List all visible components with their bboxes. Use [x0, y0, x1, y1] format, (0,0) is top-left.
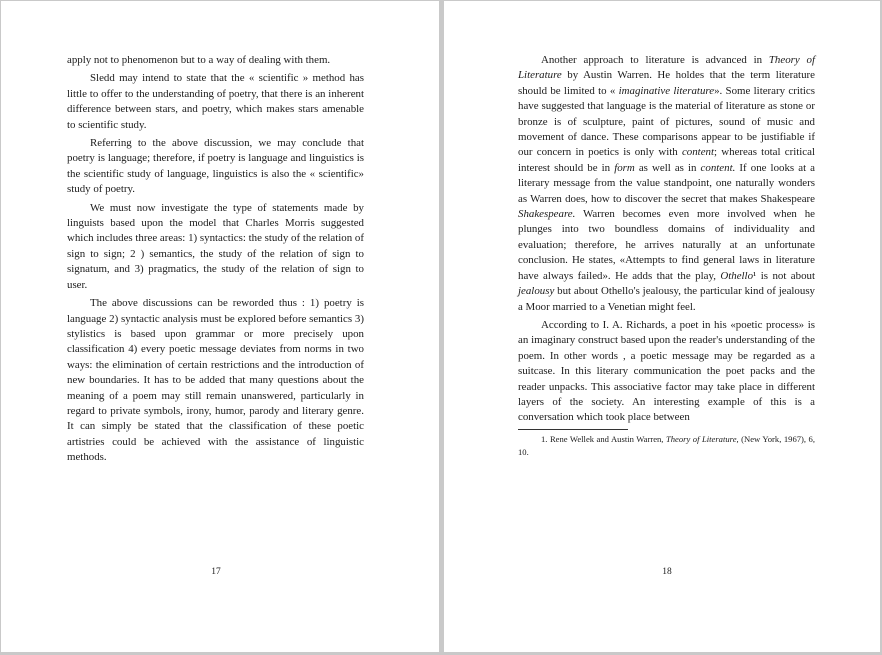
paragraph: Referring to the above discussion, we may conclude that poetry is language; therefore, if poetry is language and linguistics is the scientific study of language, linguistics is also the « scientific» study of poetry.: [67, 137, 364, 196]
book-title: Theory of Literature: [518, 54, 815, 82]
text-run: by Austin Warren. He holdes that the term literature should be limited to «: [518, 69, 815, 97]
emphasis: content.: [700, 161, 736, 174]
text-run: ; whereas total critical interest should be in: [518, 146, 815, 174]
page-number: 17: [211, 567, 221, 577]
footnote-rule: [518, 429, 628, 430]
footnote-marker: ¹: [753, 269, 757, 282]
text-run: ». Some literary critics have suggested that language is the material of literature as stone or bronze is of sculpture, paint of pictures, sound of music and movement of dance. These comparisons appear to be justifiable if our concern in poetics is only with: [518, 84, 815, 159]
paragraph: The above discussions can be reworded thus : 1) poetry is language 2) syntactic analysis must be explored before semantics 3) stylistics is based upon grammar or more precisely upon classification 4) every poetic message deviates from norms in two ways: the elimination of certain restrictions and the introduction of new boundaries. It has to be added that many questions about the meaning of a poem may still remain unanswered, particularly in regard to private symbols, irony, humor, parody and literary genre. It can simply be stated that the classification of these poetic artistries could be achieved with the assistance of linguistic methods.: [67, 297, 364, 464]
text-run: , (New York, 1967), 6, 10.: [518, 433, 815, 458]
paragraph: apply not to phenomenon but to a way of dealing with them.: [67, 54, 331, 66]
text-run: If one looks at a literary message from the value standpoint, one naturally wonders as Warren does, how to discover the secret that makes Shakespeare: [518, 161, 816, 205]
text-run: Another approach to literature is advanced in: [541, 54, 769, 66]
emphasis: content: [681, 146, 714, 159]
text-run: as well as in: [634, 161, 701, 174]
paragraph: We must now investigate the type of statements made by linguists based upon the model that Charles Morris suggested which includes three areas: 1) syntactics: the study of the relation of sign to sign; 2 ) semantics, the study of the relation of sign to signatum, and 3) pragmatics, the study of the relation of sign to user.: [67, 201, 364, 291]
paragraph: Sledd may intend to state that the « scientific » method has little to offer to the understanding of poetry, that there is an inherent difference between stars, and poetry, which makes stars amenable to scientific study.: [67, 72, 364, 131]
text-run: but about Othello's jealousy, the particular kind of jealousy a Moor married to a Venetian might feel.: [518, 285, 815, 313]
play-title: Othello: [720, 269, 754, 282]
paragraph: According to I. A. Richards, a poet in his «poetic process» is an imaginary construct based upon the reader's understanding of the poem. In other words , a poetic message may be regarded as a suitcase. In this literary communication the poet packs and the reader unpacks. This associative factor may take place in different layers of the society. An interesting example of this is a conversation which took place between: [518, 318, 815, 424]
emphasis: jealousy: [518, 285, 555, 298]
text-run: is not about: [756, 269, 815, 282]
emphasis: form: [614, 161, 635, 174]
left-page: [1, 1, 439, 652]
emphasis: imaginative literature: [618, 84, 715, 97]
right-text-block: [518, 53, 815, 460]
footnote: [518, 433, 815, 460]
text-run: 1. Rene Wellek and Austin Warren,: [541, 433, 666, 444]
left-text-block: [67, 53, 364, 466]
page-number: 18: [662, 567, 672, 577]
book-title: Theory of Literature: [665, 433, 737, 444]
paragraph: [518, 53, 815, 315]
text-run: Warren becomes even more involved when he plunges into two boundless domains of individuality and evaluation; therefore, he arrives naturally at an unfortunate conclusion. He states, «Attempts to find general laws in literature have always failed». He adds that the play,: [518, 208, 815, 282]
emphasis: Shakespeare.: [518, 208, 576, 221]
right-page: [444, 1, 880, 652]
